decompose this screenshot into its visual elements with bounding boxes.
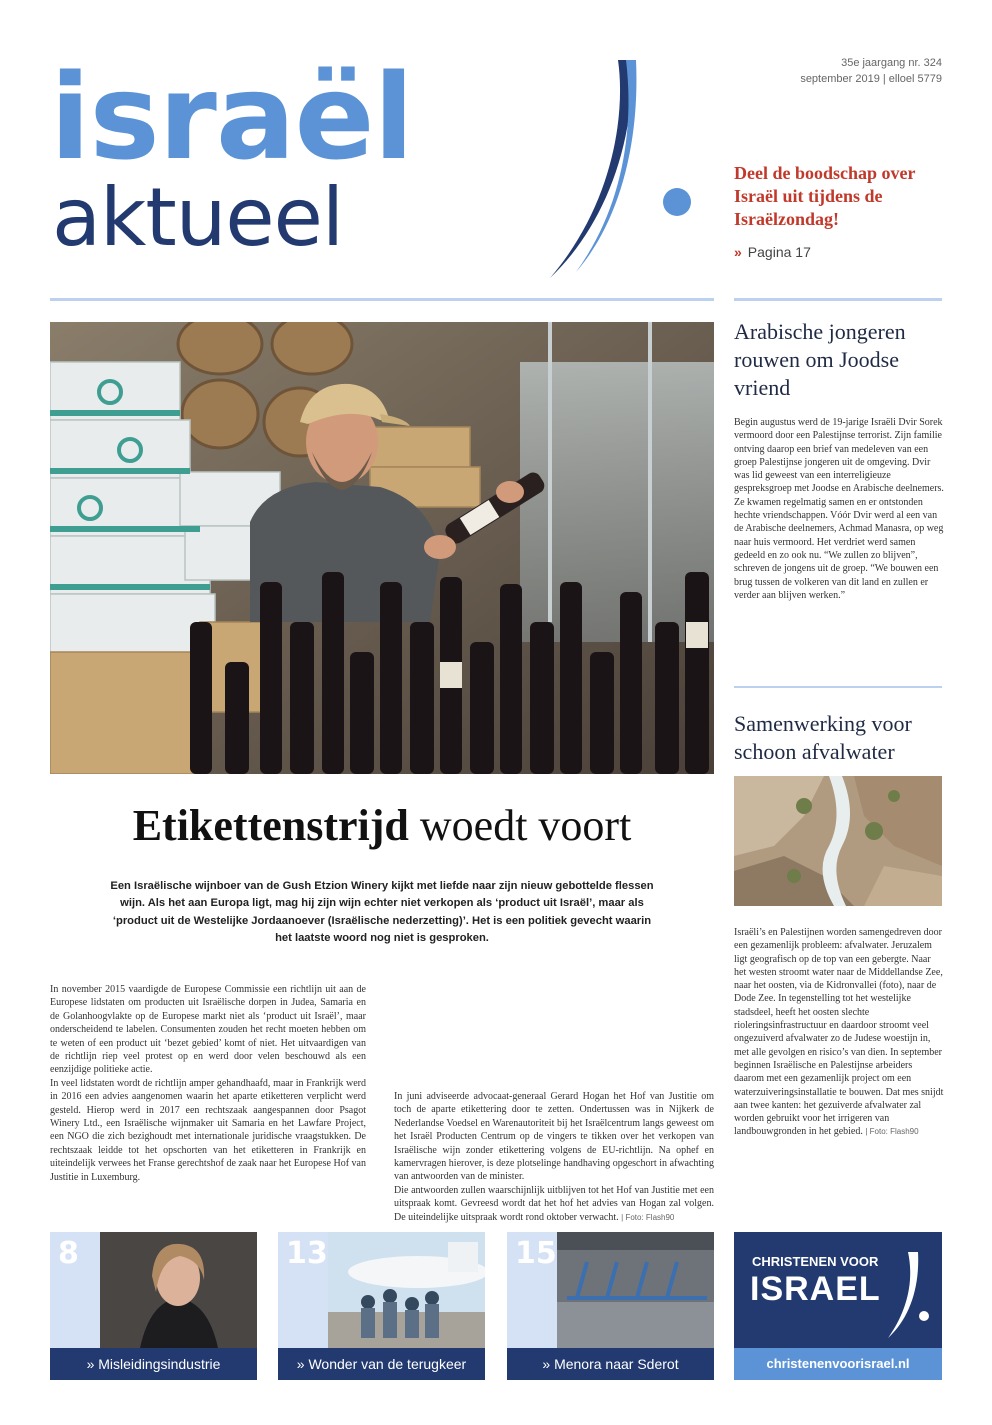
teaser-page-number: 15 xyxy=(515,1236,557,1271)
article-paragraph: In veel lidstaten wordt de richtlijn amper gehandhaafd, maar in Frankrijk werd in 2016 een advies aangenomen waarin het aparte etiketteren verplicht werd gesteld. Hierop werd in 2017 een rechtszaak aangespannen door Psagot Winery Ltd., een Israëlische wijnmaker uit Samaria en het Lawfare Project, een NGO die zich bezighoudt met internationale juridische vraagstukken. De rechtszaak leidde tot het opschorten van het etiketteren in Frankrijk en uiteindelijk verwees het Franse gerechtshof de zaak naar het Europese Hof van Justitie in Luxemburg. xyxy=(50,1077,366,1183)
teaser-wonder-terugkeer[interactable] xyxy=(278,1232,485,1380)
divider xyxy=(50,298,714,301)
ad-line-2: ISRAEL xyxy=(750,1270,881,1308)
logo-israel: israël xyxy=(50,48,413,186)
photo-credit: | Foto: Flash90 xyxy=(865,1127,919,1137)
teaser-page-number: 13 xyxy=(286,1236,328,1271)
teaser-menora-sderot[interactable] xyxy=(507,1232,714,1380)
issue-info xyxy=(800,55,942,87)
side-article-2-text: Israëli’s en Palestijnen worden samengedreven door een gezamenlijk probleem: afvalwater. Jeruzalem ligt geografisch op de top van een gebergte. Naar het westen stroomt water naar de Middellandse Zee, naar het oosten, via de Kidronvallei (foto), naar de Dode Zee. In tegenstelling tot het westelijke stadsdeel, heeft het oosten slechte rioleringsinfrastructuur en daardoor stroomt veel ongezuiverd afvalwater zo de Judese woestijn in, met alle gevolgen en risico’s van dien. In september beginnen Israëlische en Palestijnse arbeiders daarom met een gezamenlijk project om een waterzuiveringsinstallatie te bouwen. Dat mes snijdt aan twee kanten: het gezuiverde afvalwater zal worden gebruikt voor het irrigeren van landbouwgronden in het gebied. | Foto: Flash90 xyxy=(734,927,944,1138)
photo-credit: | Foto: Flash90 xyxy=(621,1212,675,1222)
teaser-photo xyxy=(100,1232,257,1348)
side-article-1-title[interactable]: Arabische jongeren rouwen om Joodse vriend xyxy=(734,319,906,400)
kidron-valley-photo xyxy=(734,776,942,906)
promo-page-ref: Pagina 17 xyxy=(747,244,811,260)
logo-slash-icon xyxy=(884,1250,934,1342)
issue-number: 35e jaargang nr. 324 xyxy=(841,57,942,69)
article-column-2 xyxy=(394,1090,714,1224)
divider xyxy=(734,686,942,688)
lead-intro: Een Israëlische wijnboer van de Gush Etzion Winery kijkt met liefde naar zijn nieuw gebottelde flessen wijn. Als het aan Europa ligt, mag hij zijn wijn echter niet verkopen als ‘product uit Israël’, maar als ‘product uit de Westelijke Jordaanoever (Israëlische nederzetting)’. Het is een politiek gevecht waarin het laatste woord nog niet is gesproken. xyxy=(110,880,654,945)
teaser-label: » Wonder van de terugkeer xyxy=(278,1348,485,1380)
teaser-label: » Menora naar Sderot xyxy=(507,1348,714,1380)
article-paragraph: In juni adviseerde advocaat-generaal Gerard Hogan het Hof van Justitie om toch de aparte etikettering door te zetten. Ondertussen was in Nijkerk de Nederlandse Voedsel en Warenautoriteit bij het Israëlcentrum langs geweest om het Israël Producten Centrum op de vingers te tikken over het verkopen van Israëlische wijn zonder etikettering volgens de EU-richtlijn. Na ophef en kamervragen hierover, is deze plotselinge handhaving opgeschort in afwachting van antwoorden van de minister. xyxy=(394,1091,714,1183)
article-column-1 xyxy=(50,983,366,1184)
promo-page-link[interactable] xyxy=(734,244,811,260)
lead-headline: Etikettenstrijd woedt voort xyxy=(132,801,632,850)
teaser-label: » Misleidingsindustrie xyxy=(50,1348,257,1380)
chevron-right-icon: » xyxy=(734,244,742,260)
teaser-misleidingsindustrie[interactable] xyxy=(50,1232,257,1380)
logo-slash-icon xyxy=(540,56,700,282)
article-paragraph: In november 2015 vaardigde de Europese Commissie een richtlijn uit aan de Europese lidstaten om producten uit Israëlische dorpen in Judea, Samaria en de Golanhoogvlakte op de Europese markt niet als ‘product uit Israël’, maar onderscheidend te labelen. Consumenten zouden het recht moeten hebben om te weten of een product uit ‘bezet gebied’ komt of niet. Het uitvaardigen van de richtlijn riep veel protest op en werd door velen beschouwd als een eenzijdige politieke actie. xyxy=(50,984,366,1076)
ad-line-1: CHRISTENEN VOOR xyxy=(752,1254,879,1269)
issue-date: september 2019 | elloel 5779 xyxy=(800,73,942,85)
teaser-page-number: 8 xyxy=(58,1236,79,1271)
article-paragraph: Die antwoorden zullen waarschijnlijk uitblijven tot het Hof van Justitie met een uitspraak komt. Gevreesd wordt dat het hof het advies van Hogan zal volgen. De uiteindelijke uitspraak wordt rond oktober verwacht. | Foto: Flash90 xyxy=(394,1184,714,1223)
logo-aktueel: aktueel xyxy=(52,171,344,264)
teaser-photo xyxy=(557,1232,714,1348)
cvi-ad[interactable] xyxy=(734,1232,942,1380)
side-article-2-title[interactable]: Samenwerking voor schoon afvalwater xyxy=(734,711,912,764)
promo-headline[interactable]: Deel de boodschap over Israël uit tijdens de Israëlzondag! xyxy=(734,163,916,229)
teaser-photo xyxy=(328,1232,485,1348)
winery-photo xyxy=(50,322,714,774)
side-article-1-text: Begin augustus werd de 19-jarige Israëli Dvir Sorek vermoord door een Palestijnse terrorist. Zijn familie ontving daarop een brief van medeleven van een groep Palestijnse jongeren uit de omgeving. Dvir was lid geweest van een interreligieuze gespreksgroep met Joodse en Arabische deelnemers. Ze kwamen regelmatig samen en er ontstonden hechte vriendschappen. Vóór Dvir werd al een van de Arabische deelnemers, Achmad Manasra, op weg naar huis vermoord. Het verdriet werd samen gedeeld en zo ook nu. “We zullen zo blijven”, schreven de jongens uit de groep. “We bouwen een brug tussen de volkeren van dit land en zullen er verder aan blijven werken.” xyxy=(734,417,944,601)
divider xyxy=(734,298,942,301)
ad-url-link[interactable]: christenenvoorisrael.nl xyxy=(734,1348,942,1380)
